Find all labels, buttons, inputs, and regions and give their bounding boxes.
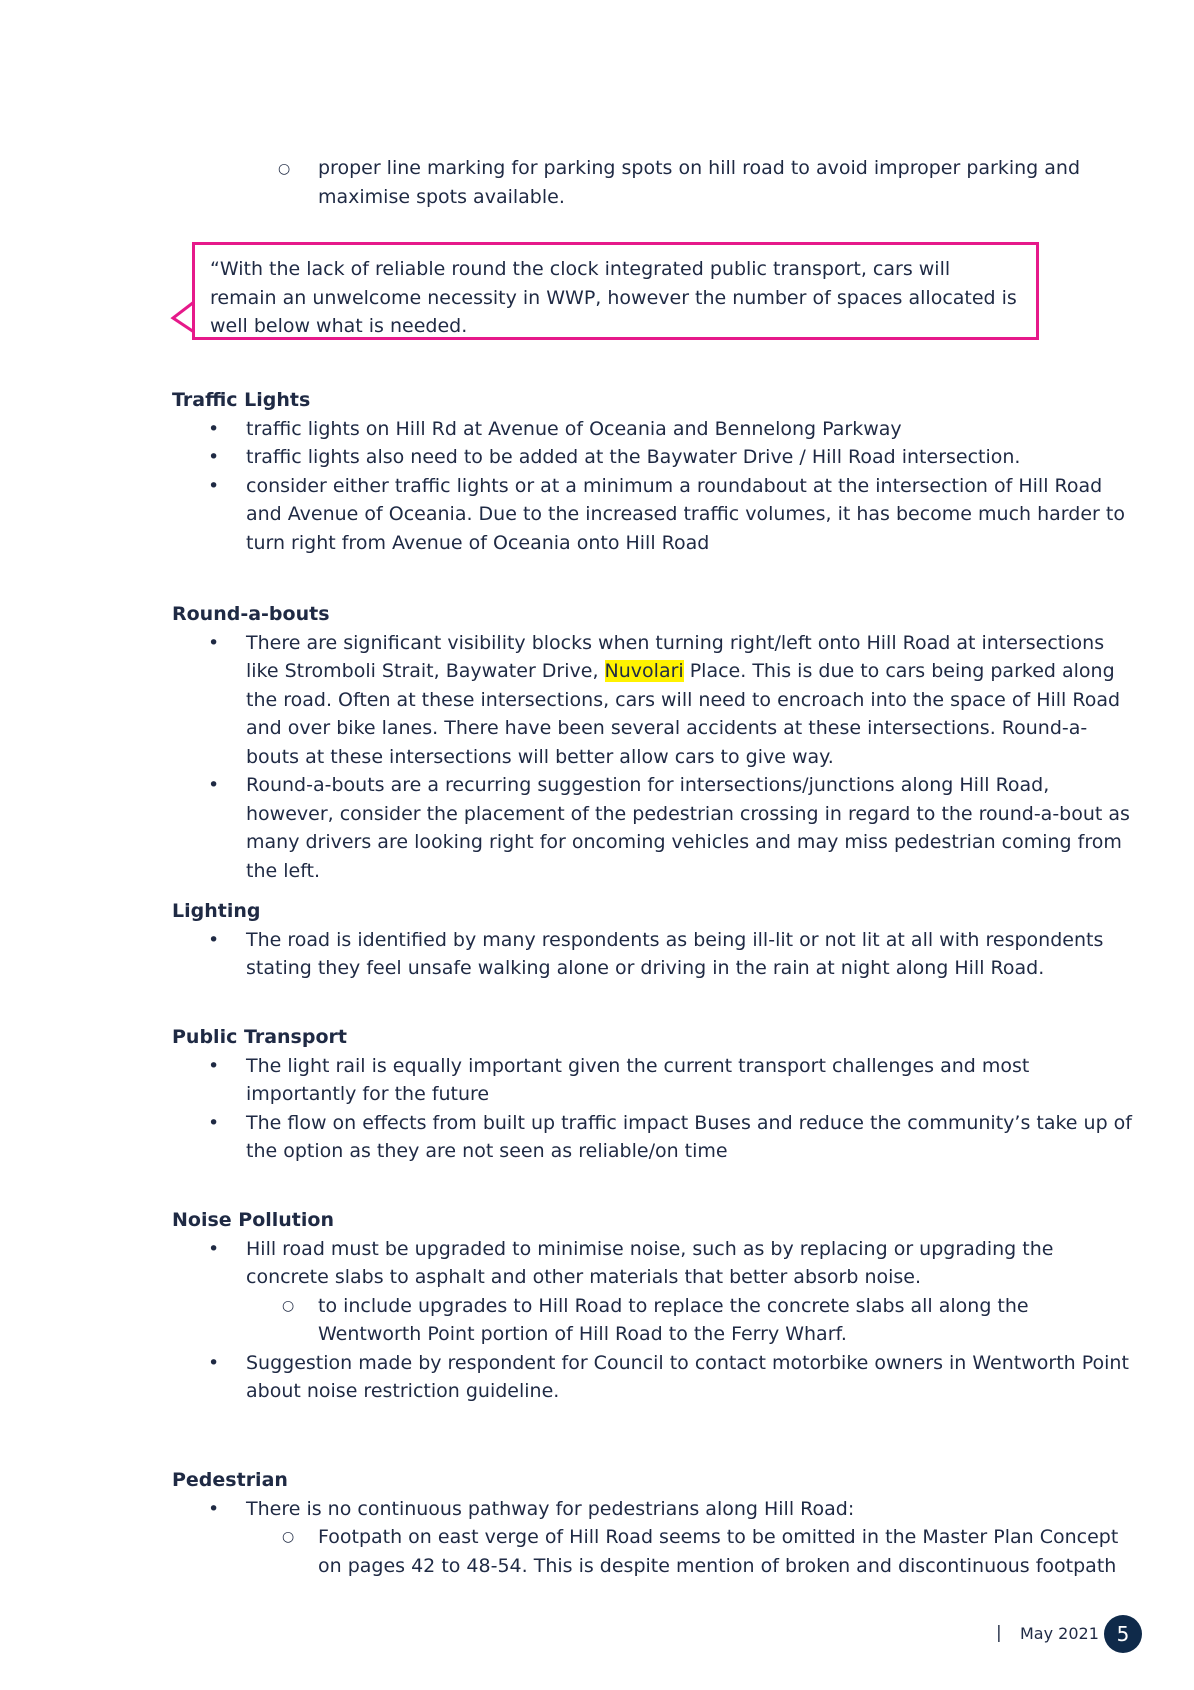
- section-roundabouts: [172, 600, 1132, 885]
- sub-list-item: ○ Footpath on east verge of Hill Road seems to be omitted in the Master Plan Concept on pages 42 to 48-54. This is despite mention of broken and discontinuous footpath: [246, 1523, 1132, 1580]
- list-item: [172, 1495, 1132, 1581]
- section-public-transport: [172, 1023, 1132, 1166]
- heading-lighting: Lighting: [172, 900, 261, 922]
- list-item: • traffic lights also need to be added at the Baywater Drive / Hill Road intersection.: [172, 443, 1132, 472]
- list-item: • The light rail is equally important given the current transport challenges and most importantly for the future: [172, 1052, 1132, 1109]
- list-item: • The flow on effects from built up traffic impact Buses and reduce the community’s take up of the option as they are not seen as reliable/on time: [172, 1109, 1132, 1166]
- heading-traffic-lights: Traffic Lights: [172, 389, 311, 411]
- hollow-bullet-icon: ○: [278, 161, 291, 177]
- section-traffic-lights: [172, 386, 1132, 557]
- item-text: Hill road must be upgraded to minimise noise, such as by replacing or upgrading the concrete slabs to asphalt and other materials that better absorb noise.: [246, 1237, 1054, 1288]
- list-item: • The road is identified by many respondents as being ill-lit or not lit at all with respondents stating they feel unsafe walking alone or driving in the rain at night along Hill Road.: [172, 926, 1132, 983]
- quote-callout: [192, 242, 1039, 340]
- parking-subbullet-text: proper line marking for parking spots on hill road to avoid improper parking and maximise spots available.: [318, 157, 1081, 208]
- item-text: There is no continuous pathway for pedestrians along Hill Road:: [246, 1497, 855, 1520]
- list-item: • consider either traffic lights or at a minimum a roundabout at the intersection of Hill Road and Avenue of Oceania. Due to the increased traffic volumes, it has become much harder to turn right from Avenue of Oceania onto Hill Road: [172, 472, 1132, 558]
- item-text: There are significant visibility blocks when turning right/left onto Hill Road at intersections like Stromboli Strait, Baywater Drive,: [246, 631, 1105, 682]
- quote-text: “With the lack of reliable round the clock integrated public transport, cars will remain an unwelcome necessity in WWP, however the number of spaces allocated is well below what is needed.: [210, 258, 1017, 337]
- list-item: • traffic lights on Hill Rd at Avenue of Oceania and Bennelong Parkway: [172, 415, 1132, 444]
- heading-public-transport: Public Transport: [172, 1026, 347, 1048]
- list-item: [172, 629, 1132, 772]
- page-number-badge: 5: [1104, 1615, 1142, 1653]
- heading-noise-pollution: Noise Pollution: [172, 1209, 334, 1231]
- list-item: • Round-a-bouts are a recurring suggestion for intersections/junctions along Hill Road, however, consider the placement of the pedestrian crossing in regard to the round-a-bout as many drivers are looking right for oncoming vehicles and may miss pedestrian coming from the left.: [172, 771, 1132, 885]
- footer-date: May 2021: [1020, 1624, 1099, 1643]
- section-pedestrian: [172, 1466, 1132, 1580]
- highlighted-text: Nuvolari: [604, 660, 684, 682]
- section-noise-pollution: [172, 1206, 1132, 1406]
- section-lighting: [172, 897, 1132, 983]
- list-item: [172, 1235, 1132, 1349]
- heading-roundabouts: Round-a-bouts: [172, 603, 330, 625]
- list-item: • Suggestion made by respondent for Council to contact motorbike owners in Wentworth Point about noise restriction guideline.: [172, 1349, 1132, 1406]
- footer-separator: |: [996, 1623, 1002, 1643]
- item-text: Place. This is due to cars being parked along the road. Often at these intersections, cars will need to encroach into the space of Hill Road and over bike lanes. There have been several accidents at these intersections. Round-a-bouts at these intersections will better allow cars to give way.: [246, 660, 1121, 768]
- parking-subbullet: [278, 154, 1098, 211]
- sub-list-item: ○ to include upgrades to Hill Road to replace the concrete slabs all along the Wentworth Point portion of Hill Road to the Ferry Wharf.: [246, 1292, 1132, 1349]
- heading-pedestrian: Pedestrian: [172, 1469, 288, 1491]
